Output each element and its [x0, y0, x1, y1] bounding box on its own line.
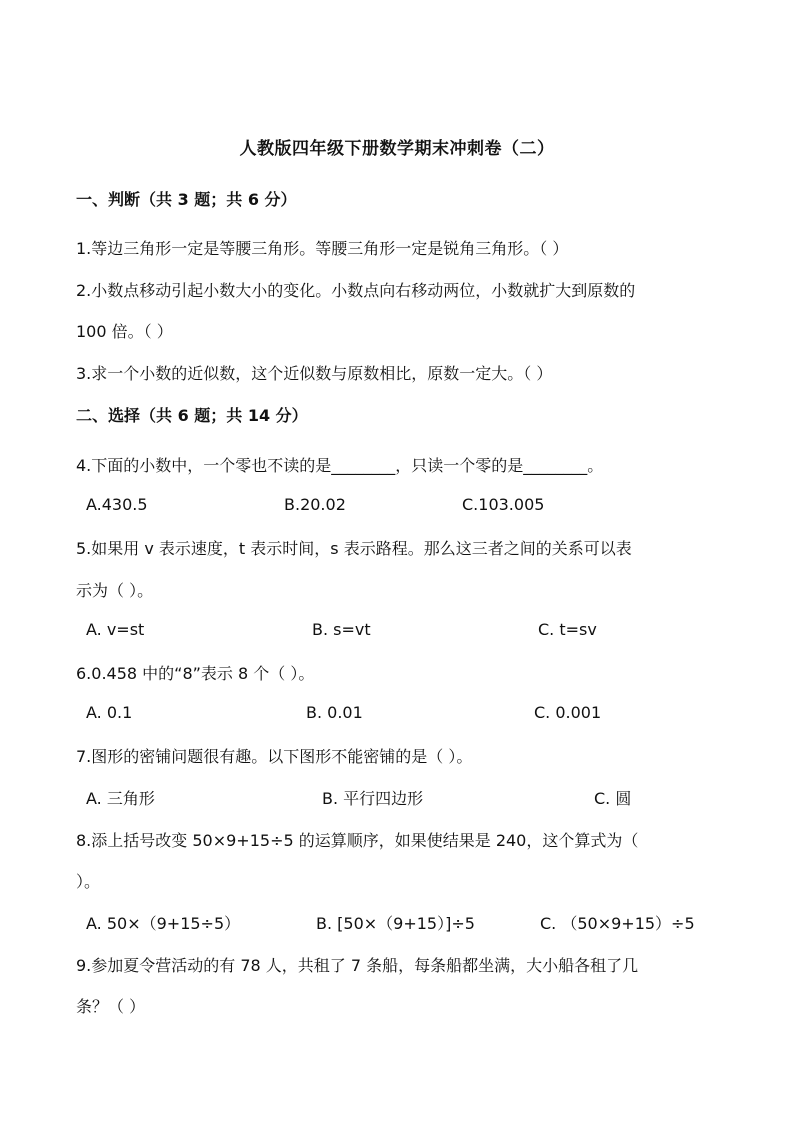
section-heading-choice: 二、选择（共 6 题；共 14 分） — [76, 406, 308, 425]
question-7: 7.图形的密铺问题很有趣。以下图形不能密铺的是（ ）。 — [76, 747, 473, 766]
question-7-option-b: B. 平行四边形 — [322, 789, 424, 808]
question-5-option-c: C. t=sv — [538, 620, 597, 639]
question-1: 1.等边三角形一定是等腰三角形。等腰三角形一定是锐角三角形。（ ） — [76, 239, 569, 258]
question-8-option-b: B. [50×（9+15）]÷5 — [316, 914, 475, 933]
question-7-option-c: C. 圆 — [594, 789, 632, 808]
question-8-line-2: ）。 — [76, 872, 101, 891]
question-5-line-1: 5.如果用 v 表示速度，t 表示时间，s 表示路程。那么这三者之间的关系可以表 — [76, 539, 632, 558]
question-2-line-2: 100 倍。（ ） — [76, 322, 173, 341]
question-7-option-a: A. 三角形 — [86, 789, 155, 808]
question-4-option-a: A.430.5 — [86, 495, 148, 514]
question-8-option-a: A. 50×（9+15÷5） — [86, 914, 241, 933]
question-6: 6.0.458 中的“8”表示 8 个（ ）。 — [76, 664, 315, 683]
question-3: 3.求一个小数的近似数，这个近似数与原数相比，原数一定大。（ ） — [76, 364, 553, 383]
question-5-option-a: A. v=st — [86, 620, 145, 639]
question-2-line-1: 2.小数点移动引起小数大小的变化。小数点向右移动两位，小数就扩大到原数的 — [76, 281, 636, 300]
question-8-line-1: 8.添上括号改变 50×9+15÷5 的运算顺序，如果使结果是 240，这个算式为（ — [76, 831, 639, 850]
question-4-option-b: B.20.02 — [284, 495, 346, 514]
question-5-line-2: 示为（ ）。 — [76, 581, 154, 600]
question-6-option-a: A. 0.1 — [86, 703, 133, 722]
question-5-option-b: B. s=vt — [312, 620, 371, 639]
question-6-option-c: C. 0.001 — [534, 703, 602, 722]
question-6-option-b: B. 0.01 — [306, 703, 363, 722]
page-title: 人教版四年级下册数学期末冲刺卷（二） — [239, 139, 555, 159]
question-9-line-1: 9.参加夏令营活动的有 78 人，共租了 7 条船，每条船都坐满，大小船各租了几 — [76, 956, 639, 975]
question-4: 4.下面的小数中，一个零也不读的是________，只读一个零的是________。 — [76, 456, 604, 475]
section-heading-judgement: 一、判断（共 3 题；共 6 分） — [76, 190, 297, 209]
question-9-line-2: 条？（ ） — [76, 997, 146, 1016]
question-4-option-c: C.103.005 — [462, 495, 545, 514]
question-8-option-c: C. （50×9+15）÷5 — [540, 914, 695, 933]
